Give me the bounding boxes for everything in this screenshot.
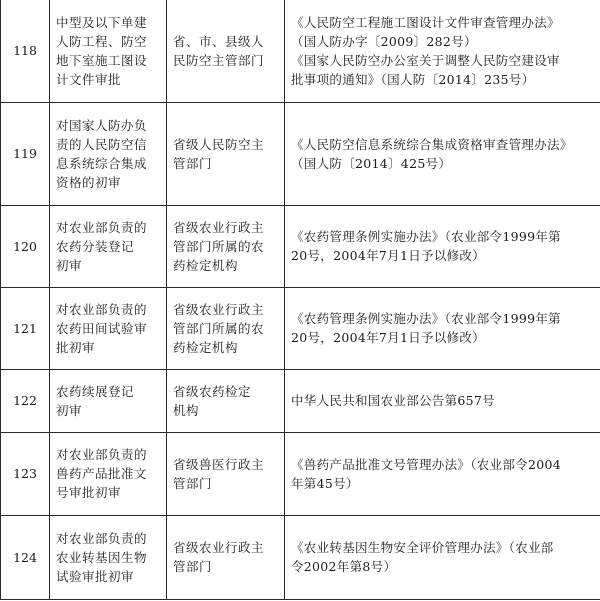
responsible-department: 省级兽医行政主 管部门: [167, 432, 285, 515]
row-number: 124: [1, 515, 50, 599]
legal-basis: 《人民防空工程施工图设计文件审查管理办法》 （国人防办字〔2009〕282号） 《国家人民防空办公室关于调整人民防空建设审 批事项的通知》（国人防〔2014〕235号）: [285, 0, 600, 102]
legal-basis: 《人民防空信息系统综合集成资格审查管理办法》 （国人防〔2014〕425号）: [285, 102, 600, 205]
table-row: [1, 432, 600, 515]
table-row: [1, 102, 600, 205]
approval-item: 对农业部负责的 农业转基因生物 试验审批初审: [50, 515, 167, 599]
row-number: 118: [1, 0, 50, 102]
responsible-department: 省级农业行政主 管部门所属的农 药检定机构: [167, 205, 285, 287]
approval-item: 对农业部负责的 农药分装登记 初审: [50, 205, 167, 287]
approval-item: 中型及以下单建 人防工程、防空 地下室施工图设 计文件审批: [50, 0, 167, 102]
responsible-department: 省级农业行政主 管部门所属的农 药检定机构: [167, 287, 285, 369]
legal-basis: 《农药管理条例实施办法》（农业部令1999年第 20号，2004年7月1日予以修改）: [285, 205, 600, 287]
approval-item: 农药续展登记 初审: [50, 369, 167, 432]
table-row: [1, 287, 600, 369]
row-number: 121: [1, 287, 50, 369]
row-number: 120: [1, 205, 50, 287]
row-number: 123: [1, 432, 50, 515]
row-number: 122: [1, 369, 50, 432]
responsible-department: 省级农药检定 机构: [167, 369, 285, 432]
row-number: 119: [1, 102, 50, 205]
table-row: [1, 369, 600, 432]
approval-item: 对农业部负责的 兽药产品批准文 号审批初审: [50, 432, 167, 515]
legal-basis: 《兽药产品批准文号管理办法》（农业部令2004 年第45号）: [285, 432, 600, 515]
approval-item: 对农业部负责的 农药田间试验审 批初审: [50, 287, 167, 369]
responsible-department: 省级人民防空主 管部门: [167, 102, 285, 205]
approval-item: 对国家人防办负 责的人民防空信 息系统综合集成 资格的初审: [50, 102, 167, 205]
legal-basis: 《农业转基因生物安全评价管理办法》（农业部 令2002年第8号）: [285, 515, 600, 599]
responsible-department: 省、市、县级人 民防空主管部门: [167, 0, 285, 102]
table-row: [1, 0, 600, 102]
legal-basis: 《农药管理条例实施办法》（农业部令1999年第 20号，2004年7月1日予以修改）: [285, 287, 600, 369]
responsible-department: 省级农业行政主 管部门: [167, 515, 285, 599]
table-row: [1, 205, 600, 287]
legal-basis: 中华人民共和国农业部公告第657号: [285, 369, 600, 432]
table-row: [1, 515, 600, 599]
